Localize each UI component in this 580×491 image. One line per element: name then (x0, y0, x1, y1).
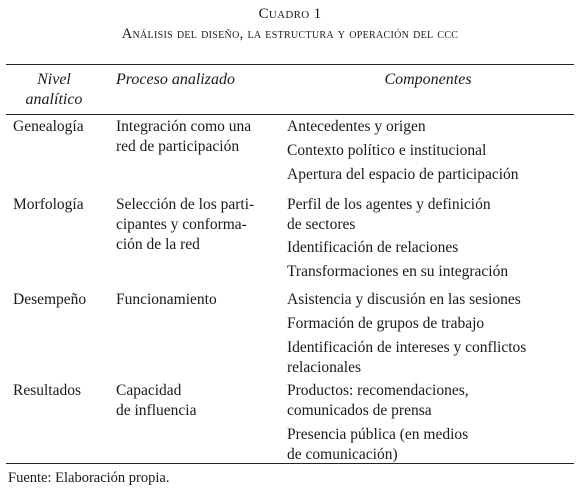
row-proceso-line: red de participación (116, 138, 240, 155)
row-proceso-line: ción de la red (116, 236, 200, 253)
row-componente: Antecedentes y origen (287, 118, 426, 135)
row-componente: Apertura del espacio de participación (287, 166, 519, 183)
row-proceso-line: Capacidad (116, 382, 182, 399)
table-title: Análisis del diseño, la estructura y operación del ccc (121, 26, 459, 42)
row-proceso-line: Selección de los parti- (116, 196, 255, 213)
row-proceso-line: Integración como una (116, 118, 252, 135)
header-proceso: Proceso analizado (116, 71, 235, 88)
bottom-rule (6, 463, 574, 464)
header-nivel-line1: Nivel (37, 71, 71, 88)
row-componente: Transformaciones en su integración (287, 263, 509, 280)
row-componente: relacionales (287, 359, 362, 376)
row-nivel: Morfología (13, 196, 84, 213)
row-componente: Identificación de relaciones (287, 239, 459, 256)
row-nivel: Genealogía (13, 118, 84, 135)
row-componente: de sectores (287, 216, 356, 233)
row-proceso-line: Funcionamiento (116, 291, 217, 308)
source-note: Fuente: Elaboración propia. (8, 470, 170, 486)
row-componente: Presencia pública (en medios (287, 426, 469, 443)
table-number: Cuadro 1 (258, 6, 322, 22)
header-nivel (6, 70, 102, 110)
row-proceso-line: de influencia (116, 402, 197, 419)
row-componente: de comunicación) (287, 446, 398, 463)
header-componentes: Componentes (384, 71, 472, 88)
row-nivel: Resultados (13, 382, 82, 399)
header-rule (6, 114, 574, 115)
row-componente: comunicados de prensa (287, 402, 432, 419)
row-componente: Asistencia y discusión en las sesiones (287, 291, 521, 308)
row-nivel: Desempeño (13, 291, 87, 308)
row-componente: Identificación de intereses y conflictos (287, 339, 527, 356)
header-nivel-line2: analítico (25, 91, 83, 108)
row-componente: Contexto político e institucional (287, 142, 487, 159)
row-componente: Formación de grupos de trabajo (287, 315, 485, 332)
row-proceso-line: cipantes y conforma- (116, 216, 247, 233)
row-componente: Perfil de los agentes y definición (287, 196, 491, 213)
row-componente: Productos: recomendaciones, (287, 382, 469, 399)
top-rule (6, 64, 574, 65)
